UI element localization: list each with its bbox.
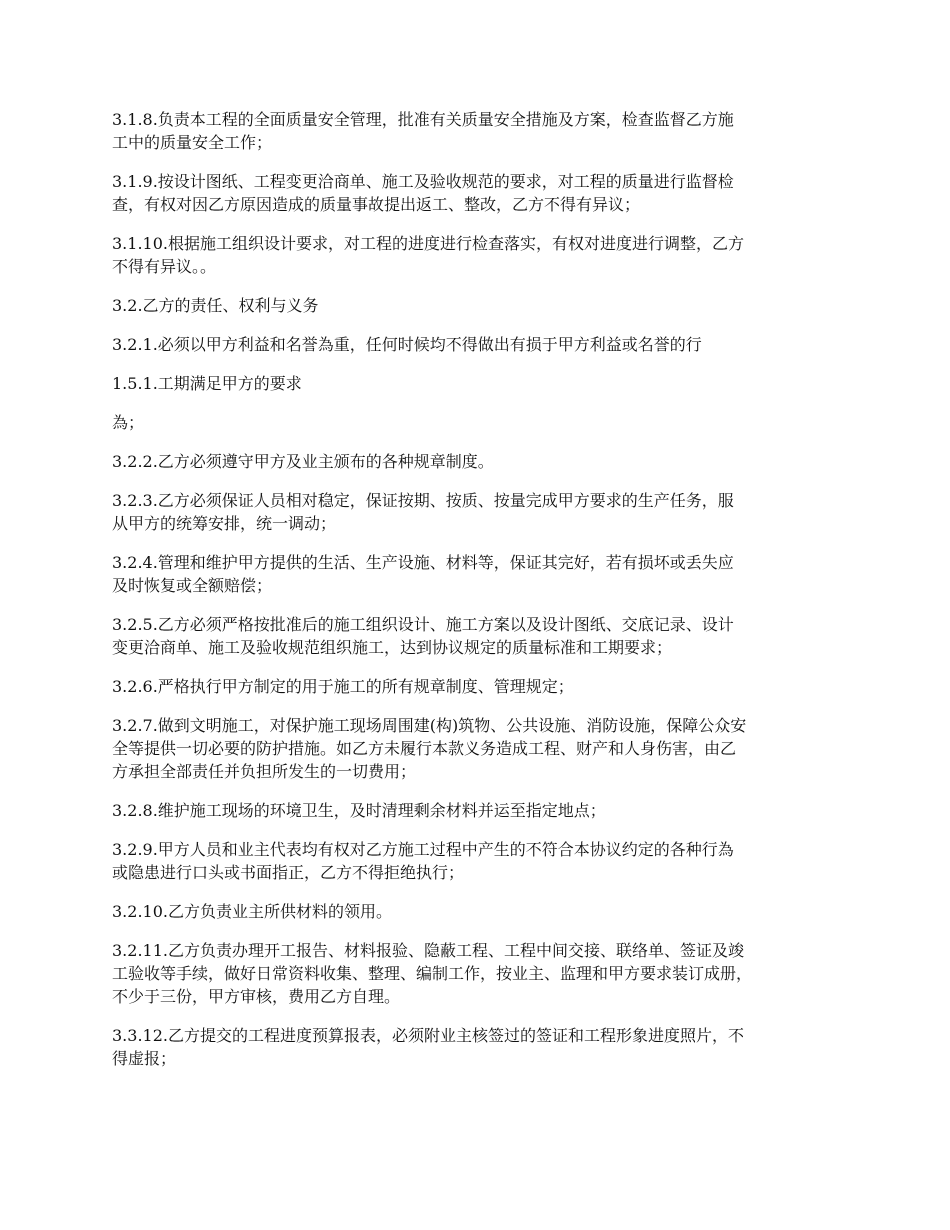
paragraph-line: 全等提供一切必要的防护措施。如乙方未履行本款义务造成工程、财产和人身伤害，由乙 — [112, 739, 737, 758]
paragraph-line: 及时恢复或全额赔偿； — [112, 576, 273, 595]
paragraph-line: 或隐患进行口头或书面指正，乙方不得拒绝执行； — [112, 863, 465, 882]
paragraph-line: 3.2.4.管理和维护甲方提供的生活、生产设施、材料等，保证其完好，若有损坏或丢失应 — [112, 553, 734, 572]
document-paragraph — [112, 489, 852, 535]
paragraph-line: 1.5.1.工期满足甲方的要求 — [112, 374, 302, 393]
document-paragraph — [112, 170, 852, 216]
document-paragraph — [112, 675, 852, 698]
paragraph-line: 不少于三份，甲方审核，费用乙方自理。 — [112, 987, 401, 1006]
document-paragraph — [112, 108, 852, 154]
paragraph-line: 3.2.8.维护施工现场的环境卫生，及时清理剩余材料并运至指定地点； — [112, 801, 606, 820]
document-paragraph — [112, 900, 852, 923]
paragraph-line: 3.2.7.做到文明施工，对保护施工现场周围建(构)筑物、公共设施、消防设施，保障公众安 — [112, 716, 747, 735]
paragraph-line: 3.1.10.根据施工组织设计要求，对工程的进度进行检查落实，有权对进度进行调整，乙方 — [112, 234, 744, 253]
document-paragraph — [112, 551, 852, 597]
document-body — [112, 108, 852, 1070]
paragraph-line: 3.2.3.乙方必须保证人员相对稳定，保证按期、按质、按量完成甲方要求的生产任务，服 — [112, 491, 734, 510]
paragraph-line: 从甲方的统筹安排，统一调动； — [112, 514, 337, 533]
document-paragraph — [112, 1024, 852, 1070]
document-paragraph — [112, 333, 852, 356]
paragraph-line: 得虚报； — [112, 1049, 177, 1068]
document-paragraph — [112, 372, 852, 395]
paragraph-line: 3.2.9.甲方人员和业主代表均有权对乙方施工过程中产生的不符合本协议约定的各种行為 — [112, 840, 734, 859]
paragraph-line: 3.2.1.必须以甲方利益和名誉為重，任何时候均不得做出有损于甲方利益或名誉的行 — [112, 335, 702, 354]
paragraph-line: 工验收等手续，做好日常资料收集、整理、编制工作，按业主、监理和甲方要求装订成册， — [112, 964, 753, 983]
document-paragraph — [112, 411, 852, 434]
paragraph-line: 3.2.11.乙方负责办理开工报告、材料报验、隐蔽工程、工程中间交接、联络单、签证及竣 — [112, 941, 744, 960]
document-page — [112, 108, 852, 1086]
paragraph-line: 3.2.6.严格执行甲方制定的用于施工的所有规章制度、管理规定； — [112, 677, 574, 696]
paragraph-line: 3.2.5.乙方必须严格按批准后的施工组织设计、施工方案以及设计图纸、交底记录、设计 — [112, 615, 734, 634]
document-paragraph — [112, 450, 852, 473]
paragraph-line: 為； — [112, 413, 145, 432]
document-paragraph — [112, 799, 852, 822]
document-paragraph — [112, 613, 852, 659]
paragraph-line: 3.2.2.乙方必须遵守甲方及业主颁布的各种规章制度。 — [112, 452, 494, 471]
document-paragraph — [112, 294, 852, 317]
paragraph-line: 3.2.10.乙方负责业主所供材料的领用。 — [112, 902, 392, 921]
paragraph-line: 3.3.12.乙方提交的工程进度预算报表，必须附业主核签过的签证和工程形象进度照片，不 — [112, 1026, 744, 1045]
paragraph-line: 3.1.8.负责本工程的全面质量安全管理，批准有关质量安全措施及方案，检查监督乙方施 — [112, 110, 734, 129]
paragraph-line: 不得有异议。。 — [112, 257, 217, 276]
paragraph-line: 3.1.9.按设计图纸、工程变更洽商单、施工及验收规范的要求，对工程的质量进行监督检 — [112, 172, 734, 191]
document-paragraph — [112, 714, 852, 783]
paragraph-line: 查，有权对因乙方原因造成的质量事故提出返工、整改，乙方不得有异议； — [112, 195, 641, 214]
paragraph-line: 3.2.乙方的责任、权利与义务 — [112, 296, 319, 315]
paragraph-line: 方承担全部责任并负担所发生的一切费用； — [112, 762, 417, 781]
paragraph-line: 工中的质量安全工作； — [112, 133, 273, 152]
document-paragraph — [112, 838, 852, 884]
document-paragraph — [112, 232, 852, 278]
document-paragraph — [112, 939, 852, 1008]
paragraph-line: 变更洽商单、施工及验收规范组织施工，达到协议规定的质量标准和工期要求； — [112, 638, 673, 657]
